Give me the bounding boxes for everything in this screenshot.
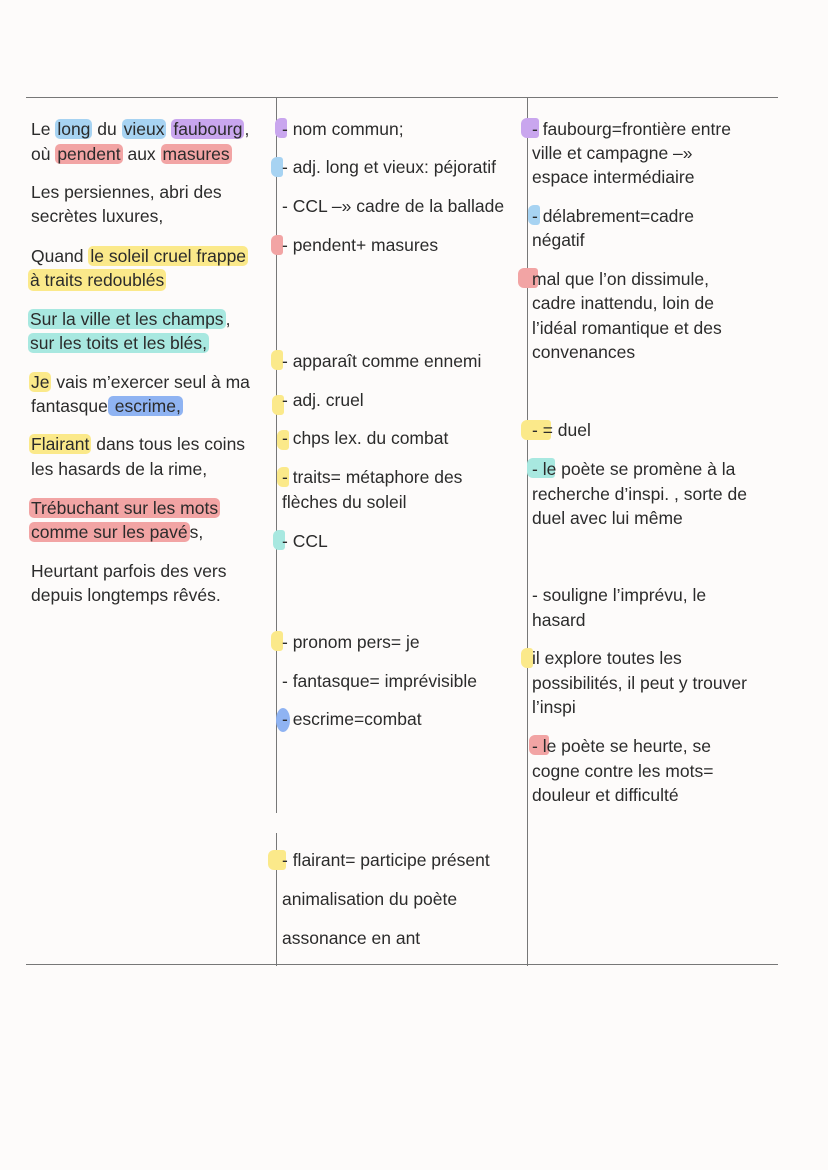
highlight: escrime, <box>109 396 181 416</box>
analysis-line: espace intermédiaire <box>532 167 695 187</box>
poem-line: Je vais m’exercer seul à ma <box>31 372 250 392</box>
analysis-line: - souligne l’imprévu, le <box>532 585 707 605</box>
analysis-line: l’inspi <box>532 697 576 717</box>
column-divider-left <box>276 98 277 813</box>
note-line: animalisation du poète <box>282 889 458 909</box>
poem-line: Les persiennes, abri des <box>31 182 222 202</box>
poem-line: où pendent aux masures <box>31 144 230 164</box>
note-line: - chps lex. du combat <box>282 428 449 448</box>
analysis-line: cadre inattendu, loin de <box>532 293 714 313</box>
analysis-line: convenances <box>532 342 636 362</box>
note-line: - pendent+ masures <box>282 235 439 255</box>
note-line: - pronom pers= je <box>282 632 420 652</box>
note-line: - CCL <box>282 531 328 551</box>
analysis-line: recherche d’inspi. , sorte de <box>532 484 747 504</box>
poem-line: secrètes luxures, <box>31 206 164 226</box>
note-line: - adj. cruel <box>282 390 364 410</box>
highlight: faubourg <box>173 119 243 139</box>
poem-line: Flairant dans tous les coins <box>31 434 246 454</box>
note-line: - CCL –» cadre de la ballade <box>282 196 505 216</box>
highlight: vieux <box>123 119 165 139</box>
highlight: pendent <box>57 144 121 164</box>
highlight: le soleil cruel frappe <box>90 246 247 266</box>
poem-line <box>28 332 209 354</box>
analysis-line: - le poète se promène à la <box>532 459 736 479</box>
analysis-line: négatif <box>532 230 585 250</box>
highlight: masures <box>162 144 230 164</box>
poem-line: Le long du vieux faubourg , <box>31 119 250 139</box>
highlight: comme sur les pavé <box>31 522 188 542</box>
highlight: Trébuchant sur les mots <box>31 498 219 518</box>
poem-line: Quand le soleil cruel frappe <box>31 246 247 266</box>
analysis-line: cogne contre les mots= <box>532 761 714 781</box>
highlight: Sur la ville et les champs <box>30 309 224 329</box>
analysis-line: hasard <box>532 610 586 630</box>
analysis-line: ville et campagne –» <box>532 143 693 163</box>
highlight: Flairant <box>31 434 90 454</box>
note-line: - fantasque= imprévisible <box>282 671 478 691</box>
analysis-line: - le poète se heurte, se <box>532 736 711 756</box>
note-line: - flairant= participe présent <box>282 850 490 870</box>
poem-line: comme sur les pavé s, <box>31 522 204 542</box>
analysis-line: mal que l’on dissimule, <box>532 269 710 289</box>
highlight: long <box>57 119 91 139</box>
analysis-line: possibilités, il peut y trouver <box>532 673 747 693</box>
poem-line <box>29 497 220 519</box>
column-divider-right <box>527 98 528 966</box>
poem-line: Heurtant parfois des vers <box>31 561 227 581</box>
analysis-line: - = duel <box>532 420 591 440</box>
analysis-line: duel avec lui même <box>532 508 683 528</box>
note-line: - adj. long et vieux: péjoratif <box>282 157 497 177</box>
poem-line: fantasque escrime, <box>31 396 181 416</box>
note-line: - apparaît comme ennemi <box>282 351 482 371</box>
analysis-line: l’idéal romantique et des <box>532 318 722 338</box>
poem-line: les hasards de la rime, <box>31 459 208 479</box>
note-line: - nom commun; <box>282 119 404 139</box>
note-line: flèches du soleil <box>282 492 407 512</box>
note-line: assonance en ant <box>282 928 421 948</box>
poem-line: Sur la ville et les champs , <box>30 309 231 329</box>
analysis-line: - délabrement=cadre <box>532 206 694 226</box>
note-line: - escrime=combat <box>282 709 422 729</box>
analysis-line: douleur et difficulté <box>532 785 679 805</box>
highlight: sur les toits et les blés, <box>30 333 208 353</box>
poem-line: à traits redoublés <box>30 270 165 290</box>
analysis-line: il explore toutes les <box>532 648 682 668</box>
highlight: Je <box>31 372 50 392</box>
poem-line: depuis longtemps rêvés. <box>31 585 221 605</box>
note-line: - traits= métaphore des <box>282 467 463 487</box>
analysis-line: - faubourg=frontière entre <box>532 119 731 139</box>
